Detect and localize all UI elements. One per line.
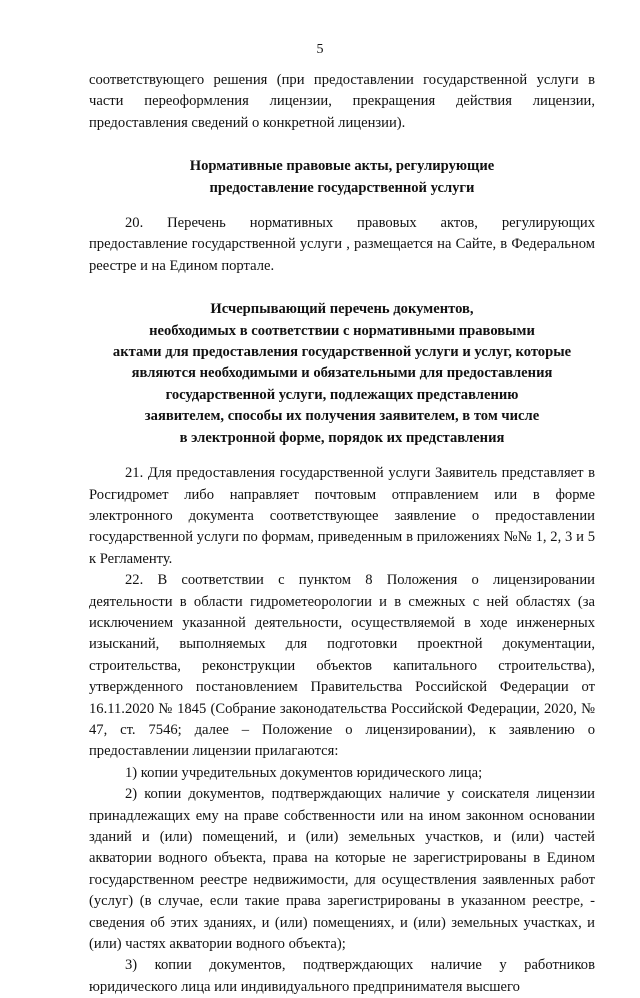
list-item-1: 1) копии учредительных документов юридического лица; xyxy=(125,764,483,781)
list-item-2: 2) копии документов, подтверждающих наличие у соискателя лицензии принадлежащих ему на праве собственности или на ином законном основании зданий и (или) помещений, и (или) земельных участков, и (или) частей акватории водного объекта, права на которые не зарегистрированы в Едином государственном реестре недвижимости, для осуществления заявленных работ (услуг) (в случае, если такие права зарегистрированы в указанном реестре, - сведения об этих зданиях, и (или) помещениях, и (или) земельных участках, и (или) частях акватории водного объекта); xyxy=(89,786,595,953)
list-item-3: 3) копии документов, подтверждающих наличие у работников юридического лица или индивидуального предпринимателя высшего xyxy=(89,957,595,995)
heading-line: заявителем, способы их получения заявителем, в том числе xyxy=(144,408,540,425)
heading-line: Исчерпывающий перечень документов, xyxy=(210,301,474,318)
section-heading-normative-acts xyxy=(89,156,595,199)
heading-line: в электронной форме, порядок их представления xyxy=(179,429,505,446)
paragraph-20: 20. Перечень нормативных правовых актов, регулирующих предоставление государственной услуги , размещается на Сайте, в Федеральном реестре и на Едином портале. xyxy=(89,215,595,274)
heading-line: государственной услуги, подлежащих представлению xyxy=(165,386,519,403)
heading-line: являются необходимыми и обязательными для предоставления xyxy=(131,365,553,382)
heading-line: актами для предоставления государственной услуги и услуг, которые xyxy=(112,344,572,361)
paragraph-22: 22. В соответствии с пунктом 8 Положения о лицензировании деятельности в области гидрометеорологии и в смежных с ней областях (за исключением указанной деятельности, осуществляемой в ходе инженерных изысканий, выполняемых для подготовки проектной документации, строительства, реконструкции объектов капитального строительства), утвержденного постановлением Правительства Российской Федерации от 16.11.2020 № 1845 (Собрание законодательства Российской Федерации, 2020, № 47, ст. 7546; далее – Положение о лицензировании), к заявлению о предоставлении лицензии прилагаются: xyxy=(89,572,595,760)
document-body xyxy=(89,70,595,998)
heading-line: Нормативные правовые акты, регулирующие xyxy=(189,158,495,175)
heading-line: предоставление государственной услуги xyxy=(209,179,475,196)
page-number: 5 xyxy=(316,42,324,57)
section-heading-documents-list xyxy=(89,299,595,449)
paragraph-intro: соответствующего решения (при предоставлении государственной услуги в части переоформления лицензии, прекращения действия лицензии, предоставления сведений о конкретной лицензии). xyxy=(89,72,595,131)
paragraph-21: 21. Для предоставления государственной услуги Заявитель представляет в Росгидромет либо направляет почтовым отправлением или в форме электронного документа соответствующее заявление о предоставлении государственной услуги по формам, приведенным в приложениях №№ 1, 2, 3 и 5 к Регламенту. xyxy=(89,465,595,567)
heading-line: необходимых в соответствии с нормативными правовыми xyxy=(149,322,535,339)
